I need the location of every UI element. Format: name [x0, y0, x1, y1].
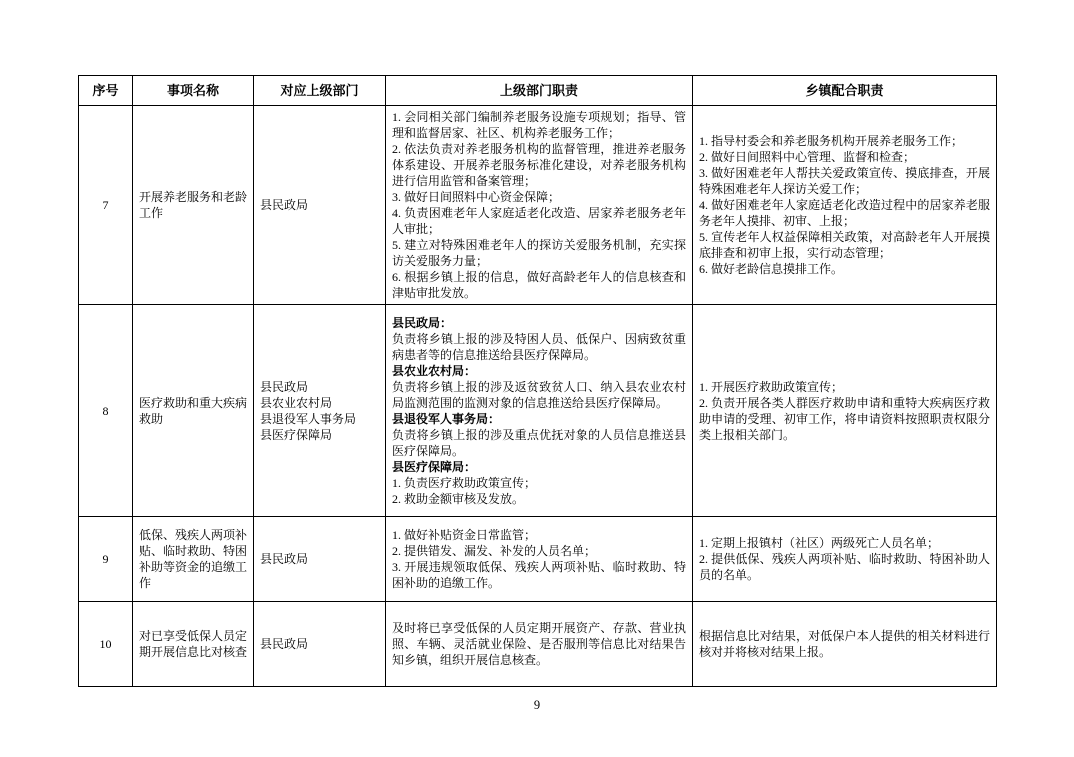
table-row	[79, 106, 997, 305]
department-cell	[254, 106, 386, 305]
duty-paragraph: 4. 负责困难老年人家庭适老化改造、居家养老服务老年人审批；	[392, 206, 686, 236]
header-row	[79, 76, 997, 106]
column-header-0: 序号	[79, 76, 133, 106]
duty-paragraph: 1. 定期上报镇村（社区）两级死亡人员名单；	[699, 536, 940, 550]
table-header	[79, 76, 997, 106]
table-row	[79, 602, 997, 687]
column-header-3: 上级部门职责	[386, 76, 693, 106]
duty-paragraph: 1. 负责医疗救助政策宣传；	[392, 475, 537, 490]
duty-paragraph: 及时将已享受低保的人员定期开展资产、存款、营业执照、车辆、灵活就业保险、是否服刑等信息比对结果告知乡镇，组织开展信息核查。	[392, 621, 686, 667]
duty-paragraph: 负责将乡镇上报的涉及特困人员、低保户、因病致贫重病患者等的信息推送给县医疗保障局。	[392, 331, 686, 362]
column-header-1: 事项名称	[133, 76, 254, 106]
duty-paragraph: 5. 宣传老年人权益保障相关政策，对高龄老年人开展摸底排查和初审上报，实行动态管理；	[699, 230, 990, 260]
department-name: 县医疗保障局	[260, 427, 333, 442]
table-row	[79, 517, 997, 602]
table-row	[79, 305, 997, 517]
duty-paragraph: 1. 做好补贴资金日常监管；	[392, 528, 537, 542]
row-index-cell: 7	[79, 106, 133, 305]
township-duties-cell	[693, 106, 997, 305]
duty-paragraph: 3. 做好困难老年人帮扶关爱政策宣传、摸底排查，开展特殊困难老年人探访关爱工作；	[699, 166, 990, 196]
duty-paragraph: 5. 建立对特殊困难老年人的探访关爱服务机制，充实探访关爱服务力量；	[392, 238, 686, 268]
column-header-4: 乡镇配合职责	[693, 76, 997, 106]
duty-paragraph: 负责将乡镇上报的涉及重点优抚对象的人员信息推送县医疗保障局。	[392, 427, 686, 458]
duty-paragraph: 1. 指导村委会和养老服务机构开展养老服务工作；	[699, 134, 964, 148]
duty-paragraph: 根据信息比对结果，对低保户本人提供的相关材料进行核对并将核对结果上报。	[699, 629, 990, 659]
item-name-cell: 对已享受低保人员定期开展信息比对核查	[133, 602, 254, 687]
duty-paragraph: 4. 做好困难老年人家庭适老化改造过程中的居家养老服务老年人摸排、初审、上报；	[699, 198, 990, 228]
column-header-2: 对应上级部门	[254, 76, 386, 106]
township-duties-cell	[693, 602, 997, 687]
table-body	[79, 106, 997, 687]
row-index-cell: 8	[79, 305, 133, 517]
row-index-cell: 10	[79, 602, 133, 687]
item-name-cell: 低保、残疾人两项补贴、临时救助、特困补助等资金的追缴工作	[133, 517, 254, 602]
item-name-cell: 医疗救助和重大疾病救助	[133, 305, 254, 517]
department-cell	[254, 602, 386, 687]
superior-duties-cell	[386, 517, 693, 602]
department-cell	[254, 305, 386, 517]
item-name-cell: 开展养老服务和老龄工作	[133, 106, 254, 305]
duty-paragraph: 县农业农村局：	[392, 363, 477, 378]
duty-paragraph: 6. 做好老龄信息摸排工作。	[699, 262, 844, 276]
department-name: 县民政局	[260, 198, 309, 212]
duty-paragraph: 2. 提供错发、漏发、补发的人员名单；	[392, 544, 597, 558]
duty-paragraph: 1. 会同相关部门编制养老服务设施专项规划；指导、管理和监督居家、社区、机构养老服务工作；	[392, 110, 686, 140]
township-duties-cell	[693, 305, 997, 517]
duty-paragraph: 县退役军人事务局：	[392, 411, 501, 426]
duty-paragraph: 2. 提供低保、残疾人两项补贴、临时救助、特困补助人员的名单。	[699, 552, 990, 582]
duty-paragraph: 县医疗保障局：	[392, 459, 477, 474]
department-name: 县民政局	[260, 379, 309, 394]
duty-paragraph: 2. 救助金额审核及发放。	[392, 491, 525, 506]
department-cell	[254, 517, 386, 602]
duty-paragraph: 6. 根据乡镇上报的信息，做好高龄老年人的信息核查和津贴审批发放。	[392, 270, 686, 300]
department-name: 县农业农村局	[260, 395, 333, 410]
superior-duties-cell	[386, 602, 693, 687]
duty-paragraph: 3. 开展违规领取低保、残疾人两项补贴、临时救助、特困补助的追缴工作。	[392, 560, 686, 590]
duty-paragraph: 负责将乡镇上报的涉及返贫致贫人口、纳入县农业农村局监测范围的监测对象的信息推送给县医疗保障局。	[392, 379, 686, 410]
row-index-cell: 9	[79, 517, 133, 602]
duty-paragraph: 2. 依法负责对养老服务机构的监督管理，推进养老服务体系建设、开展养老服务标准化建设，对养老服务机构进行信用监管和备案管理；	[392, 142, 686, 188]
responsibility-table	[78, 75, 997, 687]
responsibility-table-container	[78, 75, 996, 687]
superior-duties-cell	[386, 305, 693, 517]
page-number: 9	[533, 698, 541, 712]
duty-paragraph: 1. 开展医疗救助政策宣传；	[699, 379, 844, 394]
township-duties-cell	[693, 517, 997, 602]
department-name: 县退役军人事务局	[260, 411, 357, 426]
duty-paragraph: 2. 做好日间照料中心管理、监督和检查；	[699, 150, 916, 164]
department-name: 县民政局	[260, 637, 309, 651]
department-name: 县民政局	[260, 552, 309, 566]
duty-paragraph: 2. 负责开展各类人群医疗救助申请和重特大疾病医疗救助申请的受理、初审工作，将申请资料按照职责权限分类上报相关部门。	[699, 395, 990, 442]
duty-paragraph: 3. 做好日间照料中心资金保障；	[392, 190, 561, 204]
superior-duties-cell	[386, 106, 693, 305]
duty-paragraph: 县民政局：	[392, 315, 453, 330]
